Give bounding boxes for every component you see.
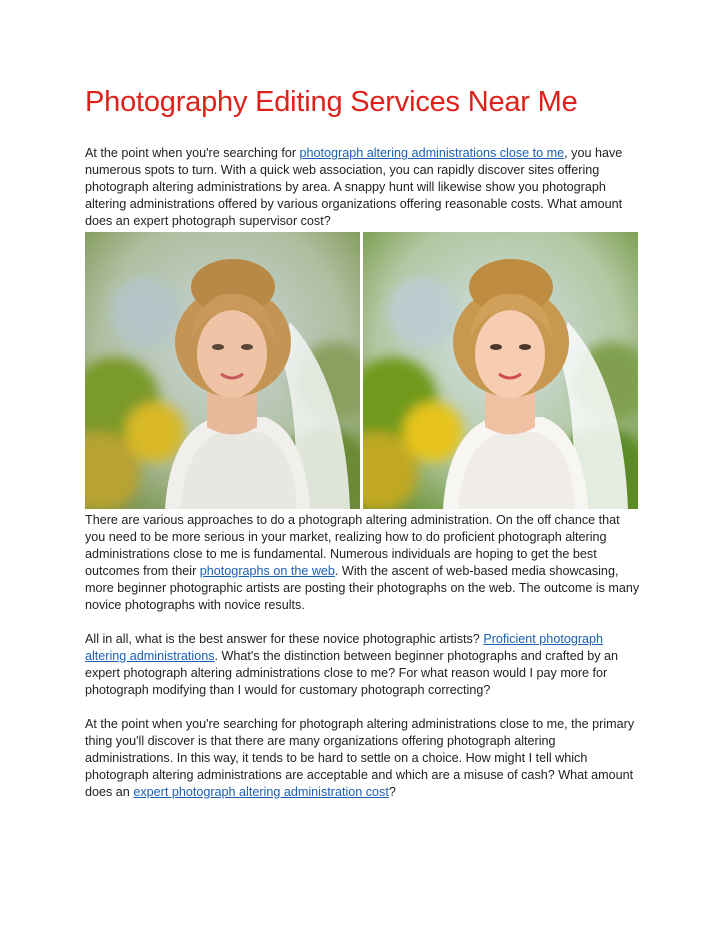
link-expert-editing-cost[interactable]: expert photograph altering administration cost	[133, 785, 389, 799]
paragraph-text: , you have numerous spots to turn. With a quick web association, you can rapidly discover sites offering photograph altering administrations by area. A snappy hunt will likewise show you photograph altering administrations offered by various organizations offering reasonable costs. What amount does an expert photograph supervisor cost?	[85, 146, 623, 228]
photo-after	[363, 232, 638, 509]
paragraph-intro	[85, 145, 640, 230]
paragraph-text: There are various approaches to do a photograph altering administration. On the off chance that you need to be more serious in your market, realizing how to do proficient photograph altering administrations close to me is fundamental. Numerous individuals are hoping to get the best outcomes from their	[85, 513, 620, 578]
link-photo-editing-near-me[interactable]: photograph altering administrations close to me	[299, 146, 565, 160]
bride-photo-before-image	[85, 232, 360, 509]
paragraph-text: At the point when you're searching for photograph altering administrations close to me, the primary thing you'll discover is that there are many organizations offering photograph altering administrations. In this way, it tends to be hard to settle on a choice. How might I tell which photograph altering administrations are acceptable and which are a misuse of cash? What amount does an	[85, 717, 635, 799]
link-proficient-photo-editing[interactable]: Proficient photograph altering administrations	[85, 632, 604, 663]
page-title: Photography Editing Services Near Me	[85, 86, 578, 118]
photo-before	[85, 232, 360, 509]
paragraph-text: All in all, what is the best answer for these novice photographic artists?	[85, 632, 484, 646]
before-after-photos	[85, 232, 638, 509]
paragraph-text: . What's the distinction between beginner photographs and crafted by an expert photograph altering administrations close to me? For what reason would I pay more for photograph modifying than I would for customary photograph correcting?	[85, 649, 619, 697]
paragraph-text: ?	[388, 785, 396, 799]
paragraph-best-answer	[85, 631, 640, 699]
paragraph-approaches	[85, 512, 640, 614]
paragraph-text: . With the ascent of web-based media showcasing, more beginner photographic artists are posting their photographs on the web. The outcome is many novice photographs with novice results.	[85, 564, 640, 612]
paragraph-choosing	[85, 716, 640, 801]
paragraph-text: At the point when you're searching for	[85, 146, 300, 160]
link-photographs-on-the-web[interactable]: photographs on the web	[199, 564, 335, 578]
bride-photo-after-image	[363, 232, 638, 509]
